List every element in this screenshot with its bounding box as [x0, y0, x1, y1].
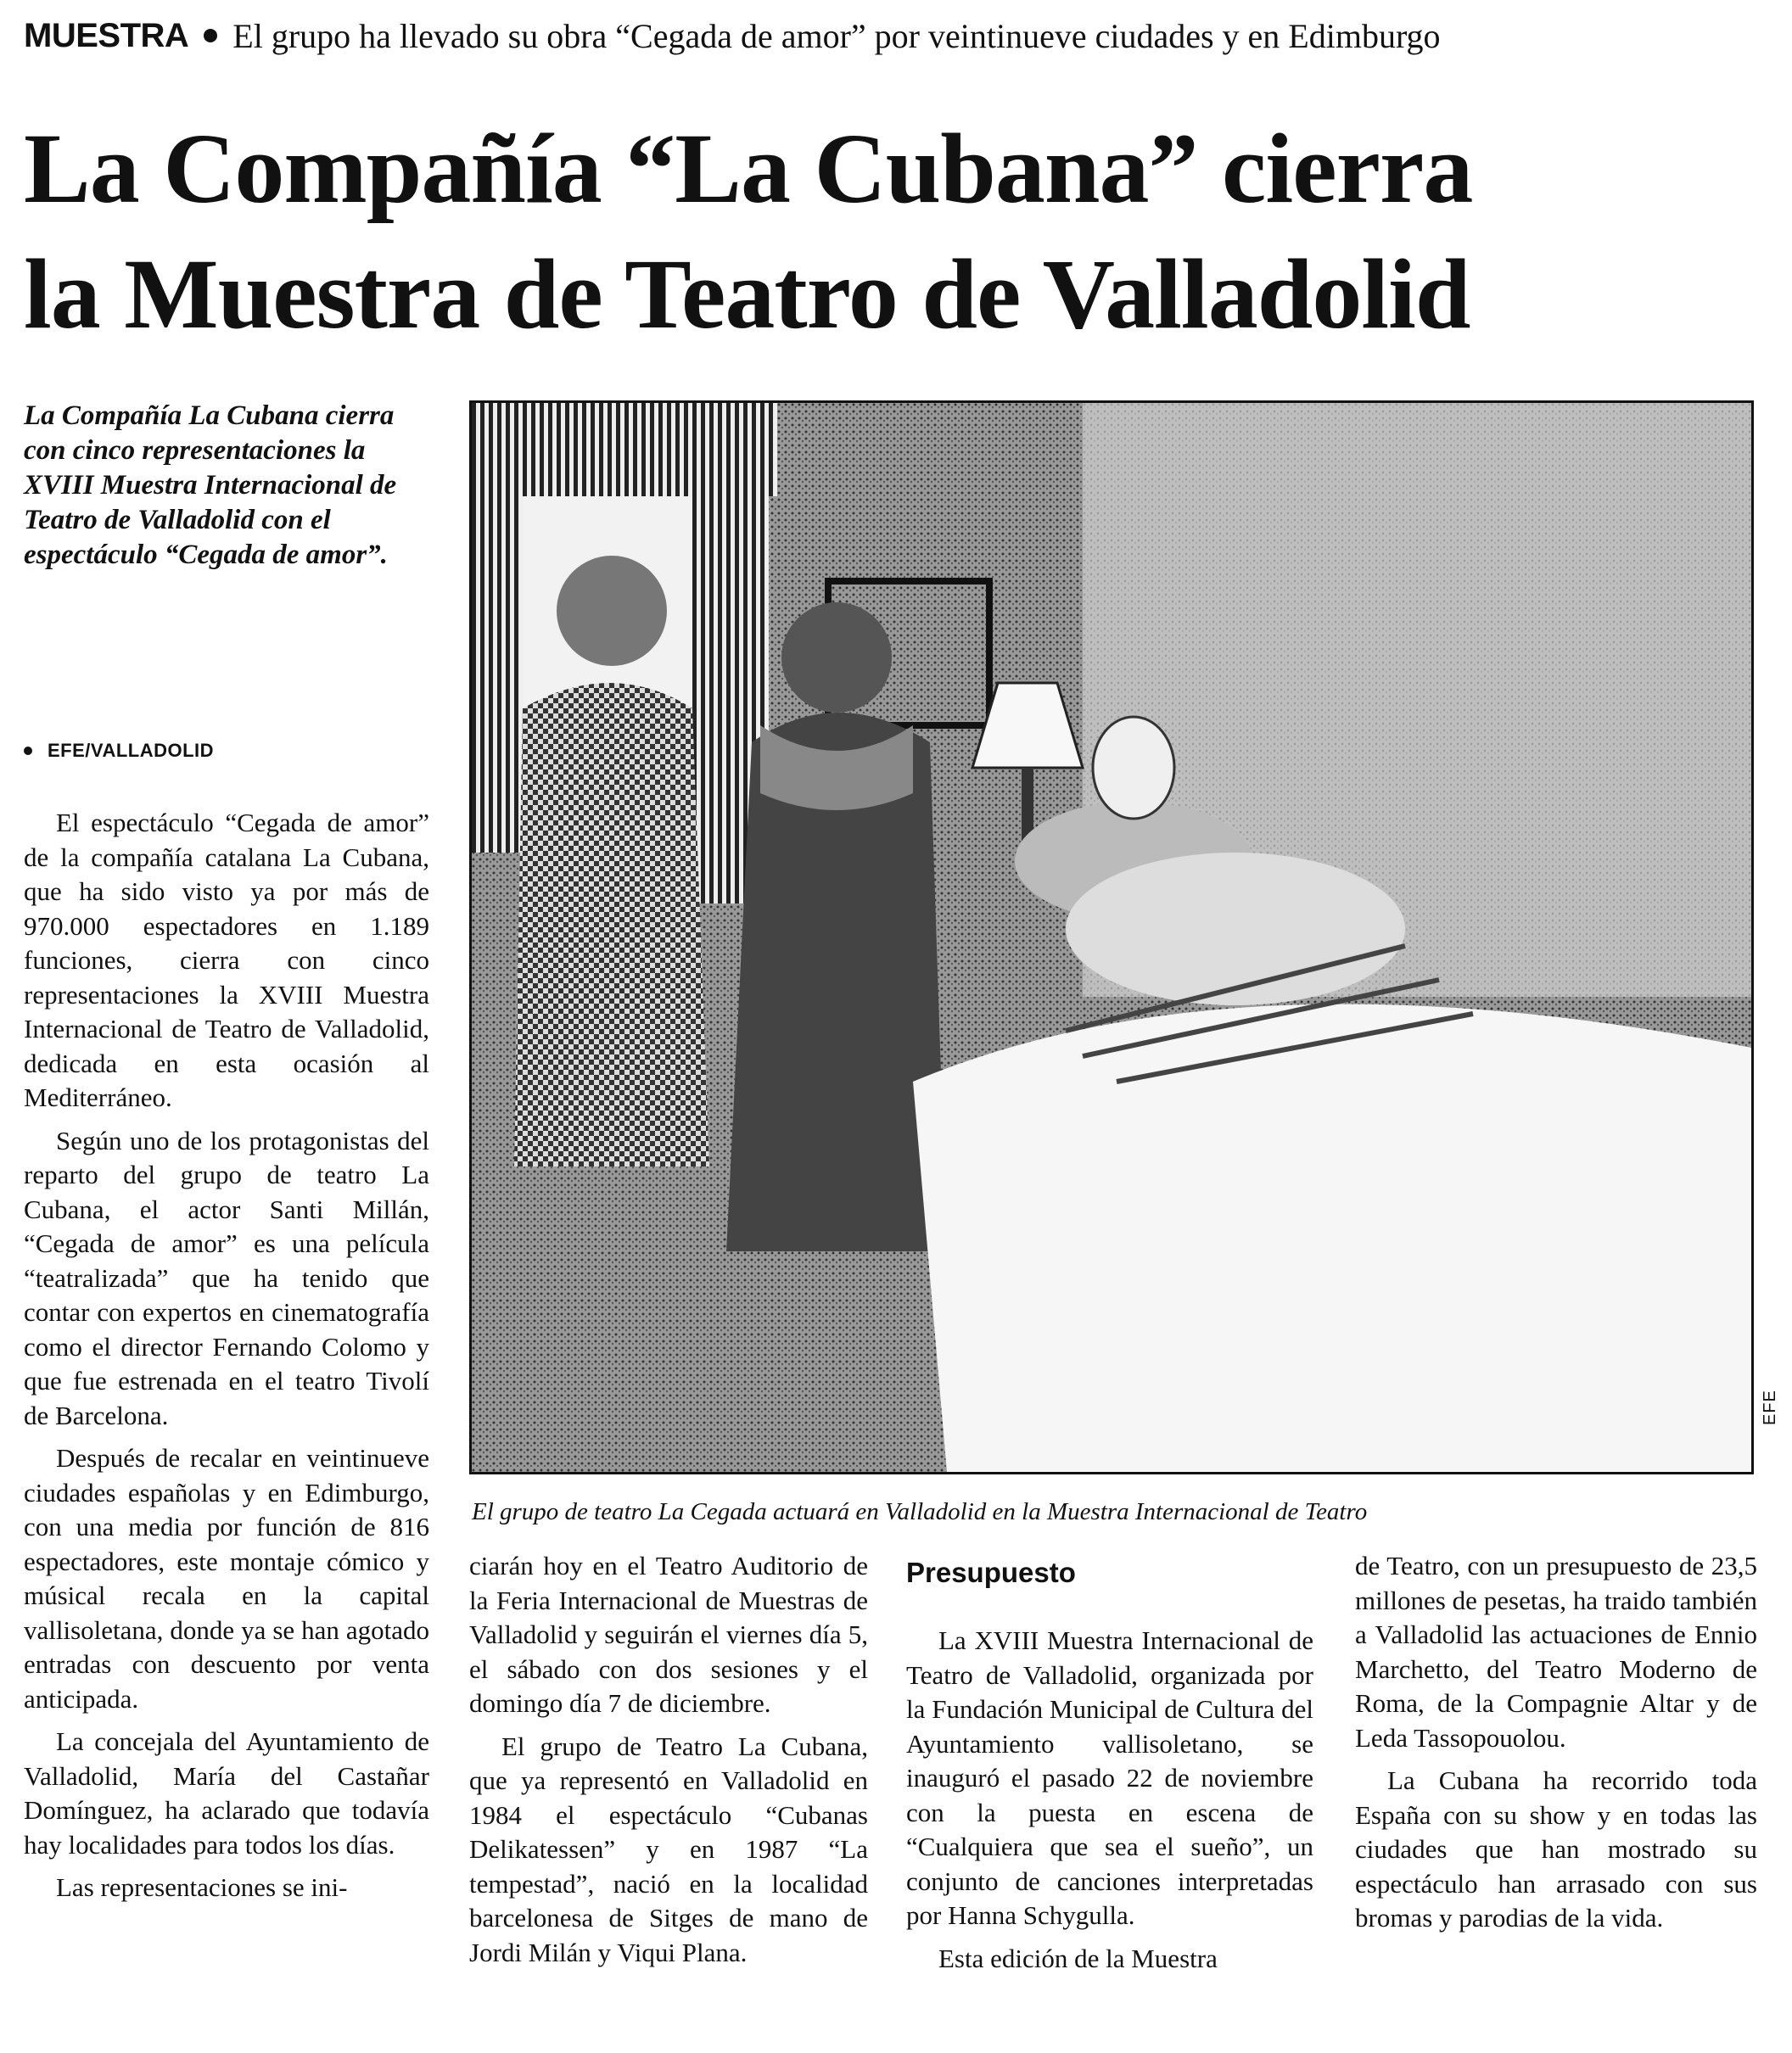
section-label: MUESTRA — [24, 16, 189, 54]
bullet-icon — [204, 29, 217, 42]
article-column-3 — [906, 1549, 1313, 1984]
paragraph: Esta edición de la Muestra — [938, 1943, 1218, 1973]
headline-line-2: la Muestra de Teatro de Valladolid — [24, 238, 1470, 350]
subtitle: El grupo ha llevado su obra “Cegada de amor” por veintinueve ciudades y en Edimburgo — [232, 16, 1441, 55]
paragraph: El grupo de Teatro La Cubana, que ya representó en Valladolid en 1984 el espectáculo “Cubanas Delikatessen” y en 1987 “La tempestad”, nació en la localidad barcelonesa de Sitges de mano de Jordi Milán y Viqui Plana. — [469, 1731, 868, 1967]
lead-paragraph: La Compañía La Cubana cierra con cinco representaciones la XVIII Muestra Internacional de Teatro de Valladolid con el espectáculo “Cegada de amor”. — [24, 400, 397, 570]
article-column-1 — [24, 806, 429, 1914]
headline-line-1: La Compañía “La Cubana” cierra — [24, 113, 1473, 224]
article-column-4 — [1355, 1549, 1757, 1944]
paragraph: La concejala del Ayuntamiento de Valladolid, María del Castañar Domínguez, ha aclarado que todavía hay localidades para todos los días. — [24, 1726, 429, 1860]
paragraph: ciarán hoy en el Teatro Auditorio de la Feria Internacional de Muestras de Valladolid y seguirán el viernes día 5, el sábado con dos sesiones y el domingo día 7 de diciembre. — [469, 1551, 868, 1718]
paragraph: Después de recalar en veintinueve ciudades españolas y en Edimburgo, con una media por función de 816 espectadores, este montaje cómico y músical recala en la capital vallisoletana, donde ya se han agotado entradas con descuento por venta anticipada. — [24, 1443, 429, 1714]
paragraph: El espectáculo “Cegada de amor” de la compañía catalana La Cubana, que ha sido visto ya por más de 970.000 espectadores en 1.189 funciones, cierra con cinco representaciones la XVIII Muestra Internacional de Teatro de Valladolid, dedicada en esta ocasión al Mediterráneo. — [24, 808, 429, 1112]
news-photo — [469, 400, 1754, 1474]
headline — [24, 106, 1772, 357]
article-column-2 — [469, 1549, 868, 1978]
paragraph: Las representaciones se ini- — [56, 1872, 348, 1902]
photo-credit: EFE — [1761, 1390, 1779, 1425]
paragraph: La XVIII Muestra Internacional de Teatro de Valladolid, organizada por la Fundación Municipal de Cultura del Ayuntamiento vallisoletano, se inauguró el pasado 22 de noviembre con la puesta en escena de “Cualquiera que sea el sueño”, un conjunto de canciones interpretadas por Hanna Schygulla. — [906, 1625, 1313, 1930]
subheading: Presupuesto — [906, 1557, 1076, 1588]
byline-text: EFE/VALLADOLID — [48, 740, 215, 761]
paragraph: La Cubana ha recorrido toda España con su show y en todas las ciudades que han mostrado su espectáculo han arrasado con sus bromas y parodias de la vida. — [1355, 1765, 1757, 1933]
paragraph: de Teatro, con un presupuesto de 23,5 millones de pesetas, ha traido también a Valladolid las actuaciones de Ennio Marchetto, del Teatro Moderno de Roma, de la Compagnie Altar y de Leda Tassopouolou. — [1355, 1551, 1757, 1753]
paragraph: Según uno de los protagonistas del reparto del grupo de teatro La Cubana, el actor Santi Millán, “Cegada de amor” es una película “teatralizada” que ha tenido que contar con expertos en cinematografía como el director Fernando Colomo y que fue estrenada en el teatro Tivolí de Barcelona. — [24, 1125, 429, 1430]
section-header — [24, 10, 1772, 61]
bullet-icon — [24, 747, 32, 755]
byline — [24, 740, 214, 762]
photo-caption: El grupo de teatro La Cegada actuará en Valladolid en la Muestra Internacional de Teatro — [472, 1498, 1368, 1525]
